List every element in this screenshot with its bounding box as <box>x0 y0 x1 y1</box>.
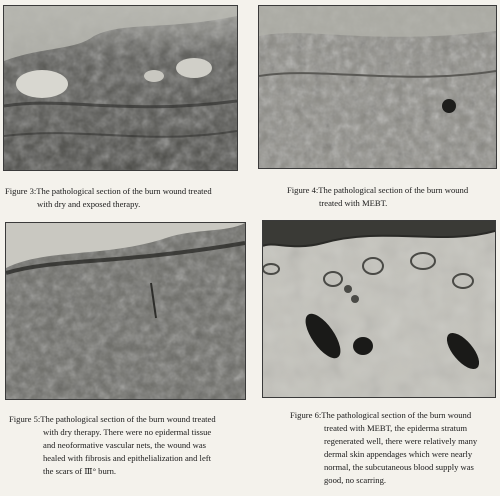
figure-3-micrograph <box>3 5 238 171</box>
figure-6-micrograph <box>262 220 496 398</box>
figure-6-caption-line: regenerated well, there were relatively many <box>324 436 478 446</box>
figure-5-caption-line: the scars of Ⅲ° burn. <box>43 466 117 476</box>
figure-4-caption-line: Figure 4:The pathological section of the burn wound <box>287 185 469 195</box>
figure-5-caption-line: and neoformative vascular nets, the wound was <box>43 440 206 450</box>
figure-5-caption-line: healed with fibrosis and epithelialization and left <box>43 453 212 463</box>
figure-4-caption-line: treated with MEBT. <box>319 198 388 208</box>
figure-6-caption-line: good, no scarring. <box>324 475 387 485</box>
figure-6-caption-line: Figure 6:The pathological section of the burn wound <box>290 410 472 420</box>
figure-3-caption-line: Figure 3:The pathological section of the burn wound treated <box>5 186 212 196</box>
figure-6-caption-line: treated with MEBT, the epiderma stratum <box>324 423 468 433</box>
figure-6-caption-line: normal, the subcutaneous blood supply was <box>324 462 474 472</box>
figure-5-micrograph <box>5 222 246 400</box>
figure-6-caption-line: dermal skin appendages which were nearly <box>324 449 473 459</box>
figure-5-caption-line: Figure 5:The pathological section of the burn wound treated <box>9 414 216 424</box>
figure-5-caption <box>9 413 249 478</box>
figure-6-caption <box>290 409 500 487</box>
figure-5-caption-line: with dry therapy. There were no epidermal tissue <box>43 427 212 437</box>
figure-4-micrograph <box>258 5 497 169</box>
figure-3-caption <box>5 185 245 211</box>
figure-3-caption-line: with dry and exposed therapy. <box>37 199 141 209</box>
figure-4-caption <box>287 184 497 210</box>
